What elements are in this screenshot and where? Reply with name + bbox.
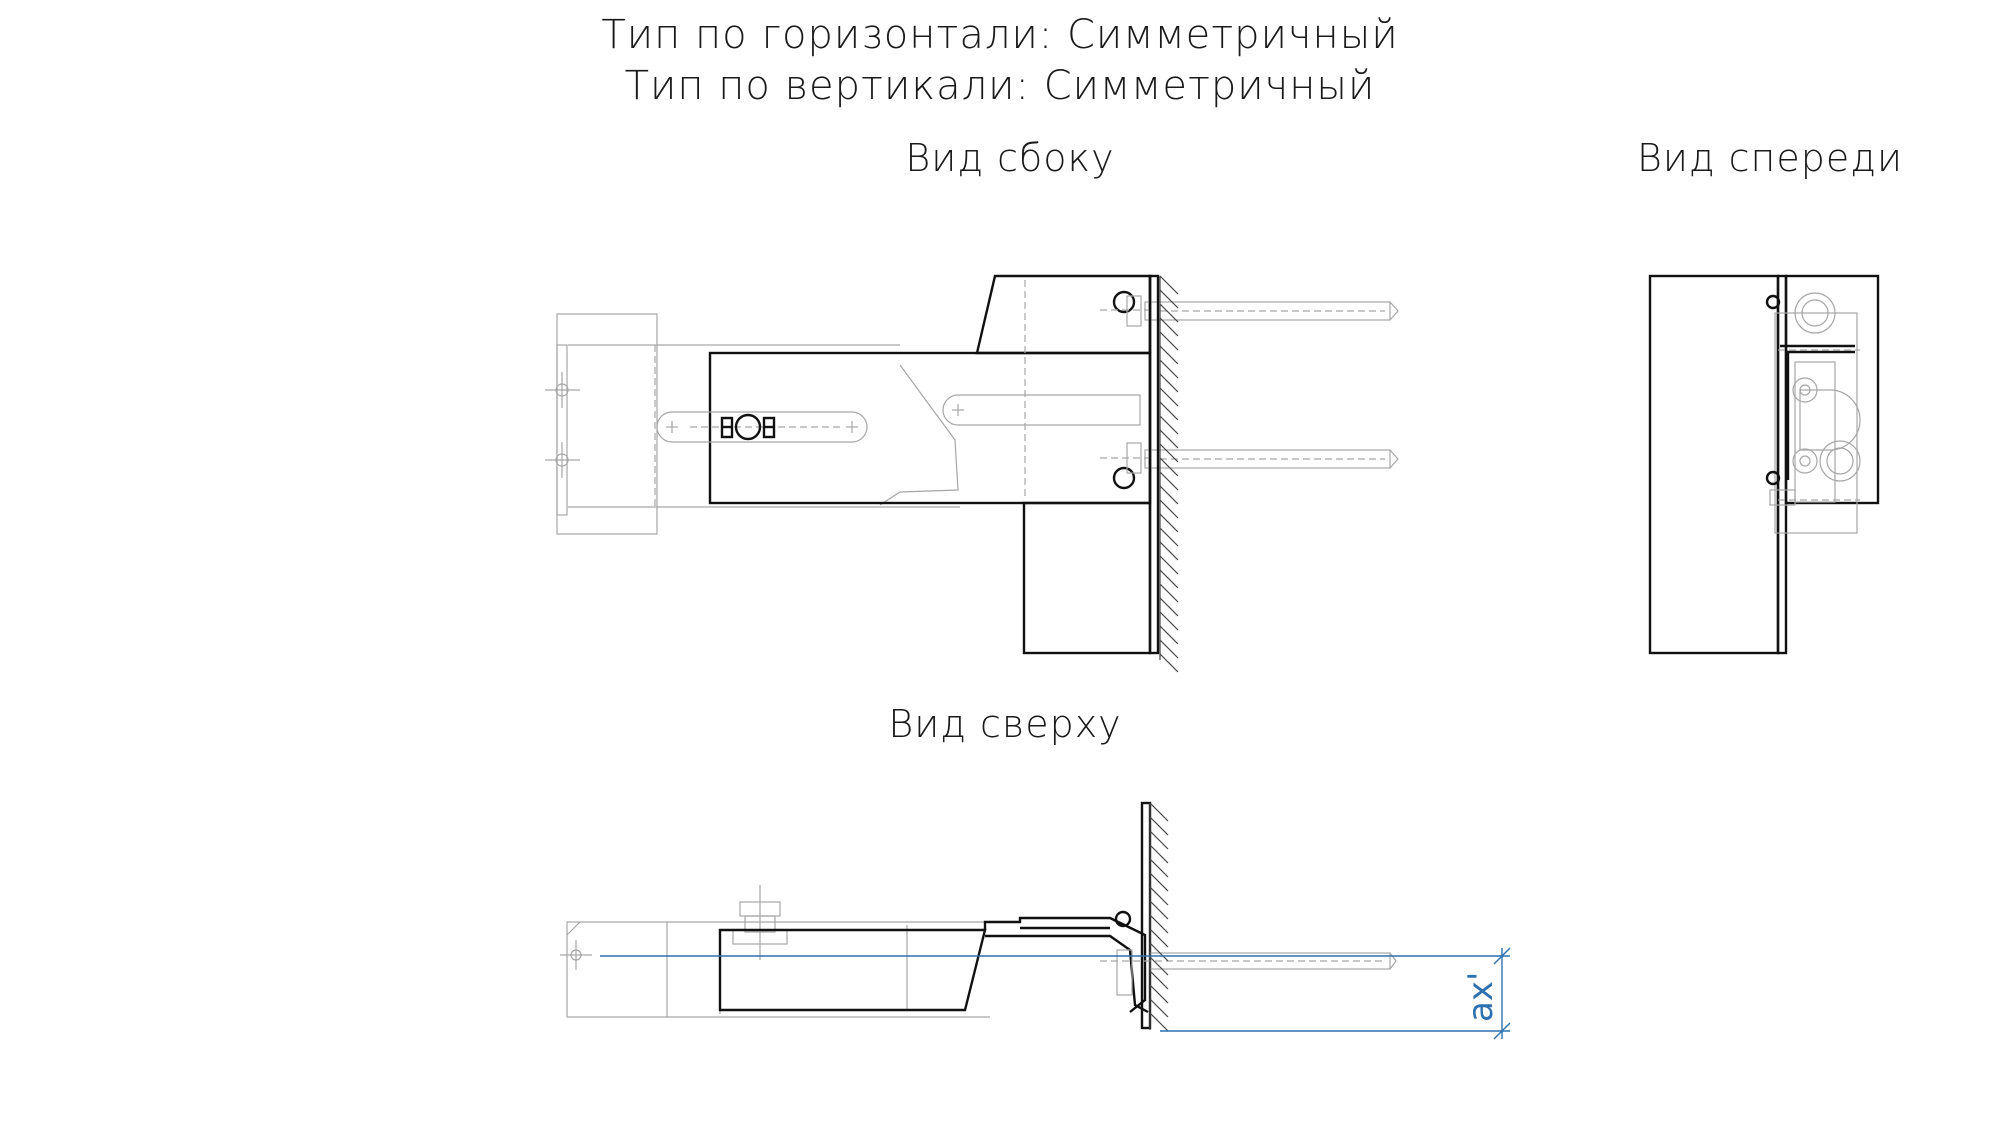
hatch-line — [1150, 873, 1168, 891]
hatch-line — [1160, 290, 1178, 308]
hatch-line — [1160, 304, 1178, 322]
side-view-label: Вид сбоку — [905, 136, 1115, 180]
hatch-line — [1160, 570, 1178, 588]
hatch-line — [1160, 318, 1178, 336]
hatch-line — [1160, 416, 1178, 434]
front-view-label: Вид спереди — [1636, 136, 1904, 180]
hatch-line — [1160, 500, 1178, 518]
hatch-line — [1150, 929, 1168, 947]
hatch-line — [1150, 887, 1168, 905]
hatch-line — [1160, 528, 1178, 546]
top-wall-hatch — [1150, 803, 1168, 1031]
horizontal-type-title: Тип по горизонтали: Симметричный — [601, 12, 1399, 58]
hatch-line — [1150, 971, 1168, 989]
hatch-line — [1160, 598, 1178, 616]
hatch-line — [1160, 626, 1178, 644]
hatch-line — [1150, 803, 1168, 821]
hatch-line — [1160, 472, 1178, 490]
top-ghost-profile — [560, 922, 990, 1017]
hatch-line — [1150, 957, 1168, 975]
front-bracket-leg — [1650, 276, 1778, 653]
dimension-ax — [600, 948, 1510, 1039]
hatch-line — [1160, 458, 1178, 476]
hatch-line — [1160, 374, 1178, 392]
hatch-line — [1150, 985, 1168, 1003]
hatch-line — [1160, 388, 1178, 406]
side-wall-hatch — [1160, 276, 1178, 672]
top-view-label: Вид сверху — [888, 702, 1122, 746]
side-lower-arm — [710, 353, 1150, 503]
front-view — [1650, 276, 1878, 653]
hatch-line — [1160, 542, 1178, 560]
hatch-line — [1150, 1013, 1168, 1031]
hatch-line — [1160, 654, 1178, 672]
front-nuts — [1767, 293, 1860, 484]
side-ghost-profile — [545, 314, 960, 534]
hatch-line — [1150, 915, 1168, 933]
hatch-line — [1160, 486, 1178, 504]
side-base-plate — [1150, 276, 1158, 653]
vertical-type-title: Тип по вертикали: Симметричный — [624, 63, 1376, 109]
hatch-line — [1150, 901, 1168, 919]
hatch-line — [1150, 943, 1168, 961]
side-anchor-bolts — [1100, 292, 1398, 488]
hatch-line — [1160, 612, 1178, 630]
hatch-line — [1160, 584, 1178, 602]
hatch-line — [1160, 360, 1178, 378]
hatch-line — [1150, 859, 1168, 877]
hatch-line — [1150, 999, 1168, 1017]
side-view — [545, 276, 1398, 672]
hatch-line — [1160, 514, 1178, 532]
hatch-line — [1160, 430, 1178, 448]
hatch-line — [1160, 640, 1178, 658]
hatch-line — [1150, 845, 1168, 863]
side-bracket-leg — [1024, 503, 1150, 653]
hatch-line — [1160, 276, 1178, 294]
hatch-line — [1150, 831, 1168, 849]
dimension-ax-label: ax' — [1461, 971, 1501, 1022]
hatch-line — [1160, 346, 1178, 364]
hatch-line — [1150, 817, 1168, 835]
top-view — [560, 803, 1510, 1039]
hatch-line — [1160, 332, 1178, 350]
hatch-line — [1160, 556, 1178, 574]
hatch-line — [1160, 402, 1178, 420]
